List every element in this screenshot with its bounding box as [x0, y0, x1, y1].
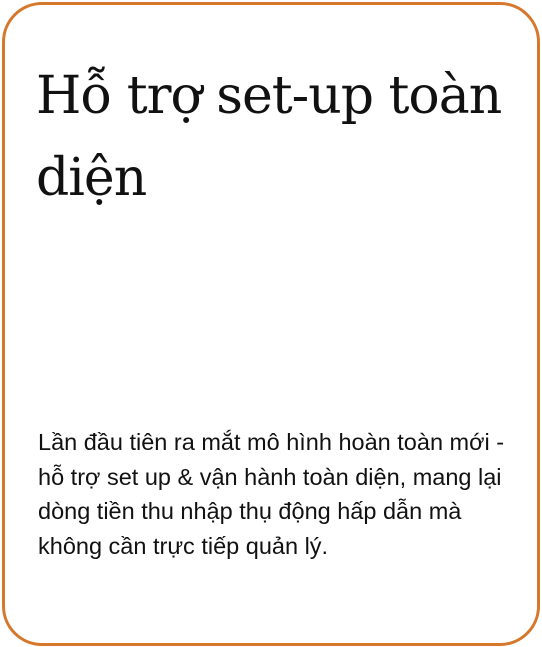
feature-card [2, 2, 540, 646]
card-title: Hỗ trợ set-up toàn diện [36, 66, 502, 208]
card-description: Lần đầu tiên ra mắt mô hình hoàn toàn mới - hỗ trợ set up & vận hành toàn diện, mang lại dòng tiền thu nhập thụ động hấp dẫn mà không cần trực tiếp quản lý. [38, 429, 505, 559]
